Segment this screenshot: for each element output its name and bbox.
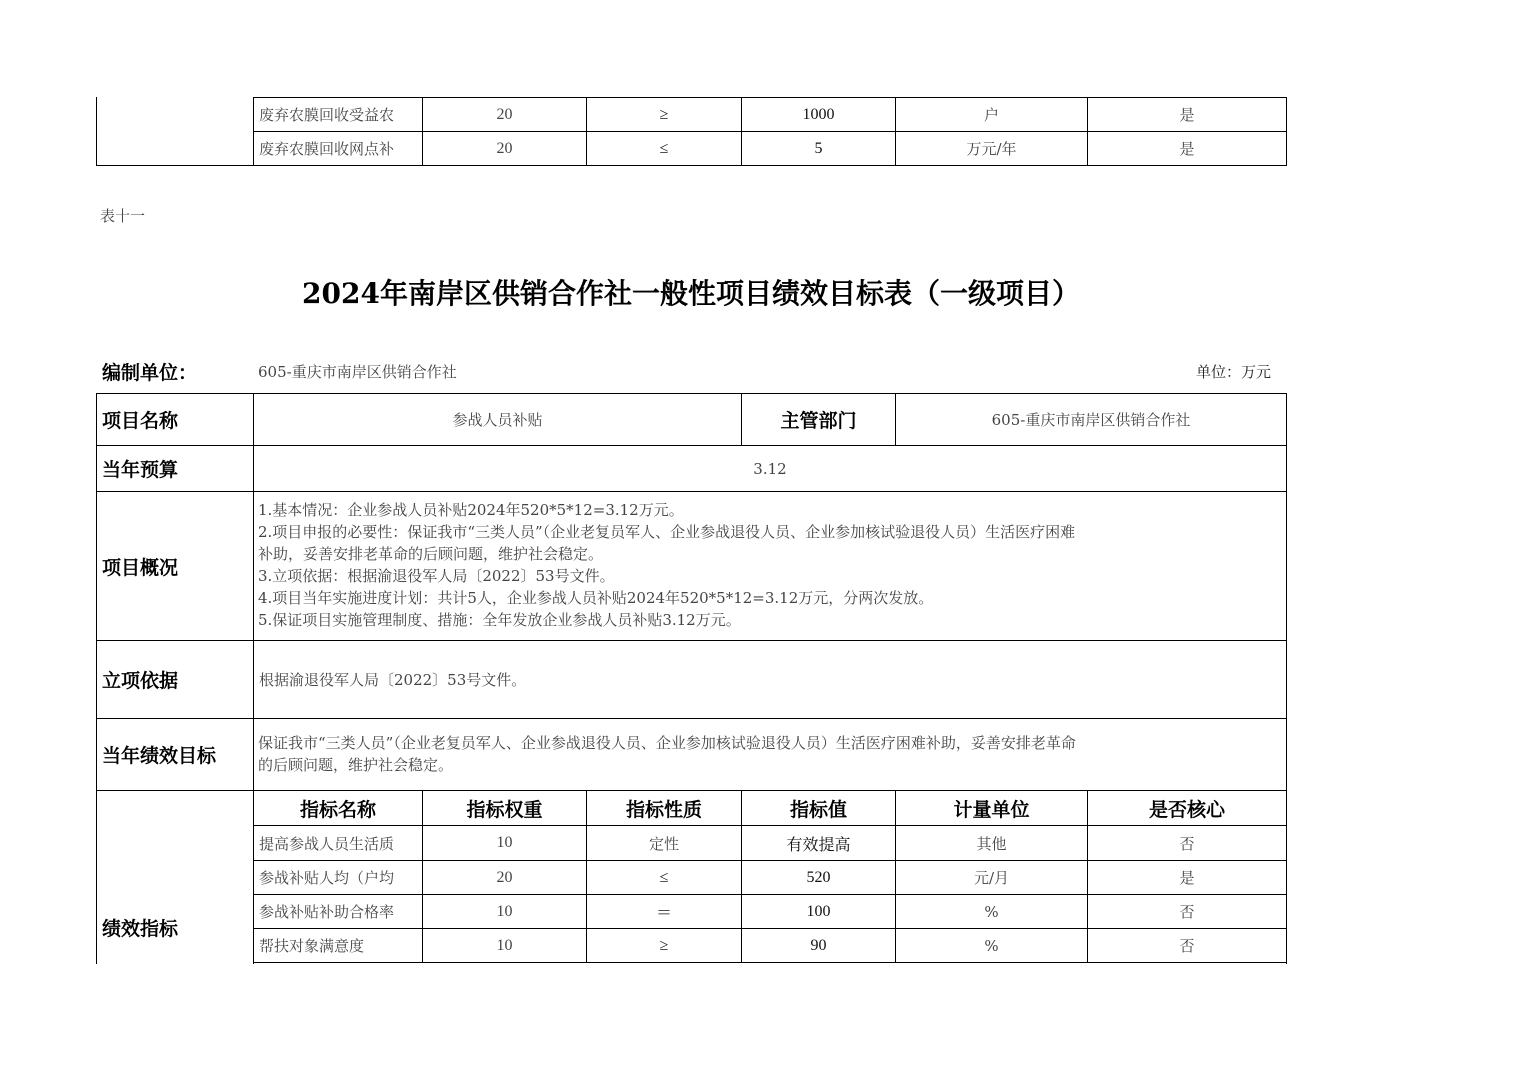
overview-line: 2.项目申报的必要性：保证我市“三类人员”（企业老复员军人、企业参战退役人员、企业参加核试验退役人员）生活医疗困难 bbox=[258, 523, 1076, 541]
table-cell: 否 bbox=[1179, 834, 1195, 853]
project-name-value: 参战人员补贴 bbox=[452, 411, 543, 429]
column-header: 指标名称 bbox=[299, 798, 376, 821]
goal-line: 保证我市“三类人员”（企业老复员军人、企业参战退役人员、企业参加核试验退役人员）生活医疗困难补助，妥善安排老革命 bbox=[258, 734, 1076, 752]
column-header: 计量单位 bbox=[953, 798, 1030, 821]
table-cell: 户 bbox=[983, 106, 999, 124]
table-cell: 是 bbox=[1179, 869, 1195, 887]
table-cell: 提高参战人员生活质 bbox=[259, 834, 395, 853]
indicator-label: 绩效指标 bbox=[102, 918, 179, 940]
budget-value: 3.12 bbox=[753, 459, 787, 478]
table-cell: 否 bbox=[1179, 903, 1195, 921]
table-cell: ≥ bbox=[659, 105, 669, 123]
table-cell: ≤ bbox=[659, 868, 669, 886]
table-cell: ≤ bbox=[659, 139, 669, 157]
unit-label: 单位：万元 bbox=[1196, 363, 1272, 381]
overview-text bbox=[258, 499, 1284, 631]
dept-value: 605-重庆市南岸区供销合作社 bbox=[991, 411, 1191, 429]
dept-label: 主管部门 bbox=[780, 410, 857, 432]
goal-text bbox=[258, 732, 1284, 776]
overview-line: 5.保证项目实施管理制度、措施：全年发放企业参战人员补贴3.12万元。 bbox=[258, 611, 741, 629]
table-label: 表十一 bbox=[100, 207, 146, 225]
column-header: 是否核心 bbox=[1148, 798, 1225, 821]
table-cell: 万元/年 bbox=[966, 140, 1017, 158]
table-cell: 1000 bbox=[802, 105, 835, 123]
budget-label: 当年预算 bbox=[102, 459, 179, 481]
goal-line: 的后顾问题，维护社会稳定。 bbox=[258, 756, 454, 774]
table-cell: 10 bbox=[496, 936, 513, 954]
table-cell: 520 bbox=[806, 868, 831, 886]
goal-label: 当年绩效目标 bbox=[102, 745, 217, 767]
table-cell: 元/月 bbox=[973, 869, 1010, 887]
table-cell: 参战补贴补助合格率 bbox=[259, 903, 395, 921]
table-cell: 10 bbox=[496, 834, 513, 851]
table-cell: 否 bbox=[1179, 937, 1195, 955]
column-header: 指标值 bbox=[789, 798, 847, 821]
table-cell: 20 bbox=[496, 139, 513, 157]
table-cell: % bbox=[984, 902, 999, 921]
table-cell: 是 bbox=[1179, 106, 1195, 124]
org-value: 605-重庆市南岸区供销合作社 bbox=[258, 363, 457, 381]
table-cell: 是 bbox=[1179, 140, 1195, 158]
table-cell: 10 bbox=[496, 902, 513, 920]
table-cell: 20 bbox=[496, 868, 513, 886]
table-cell: 90 bbox=[810, 936, 827, 954]
table-cell: ＝ bbox=[655, 905, 672, 922]
column-header: 指标性质 bbox=[625, 798, 702, 821]
page-title: 2024年南岸区供销合作社一般性项目绩效目标表（一级项目） bbox=[302, 277, 1080, 310]
table-cell: 参战补贴人均（户均 bbox=[259, 869, 395, 887]
overview-line: 补助，妥善安排老革命的后顾问题，维护社会稳定。 bbox=[258, 545, 604, 563]
table-cell: 废弃农膜回收网点补 bbox=[259, 140, 395, 158]
project-name-label: 项目名称 bbox=[102, 410, 179, 432]
table-cell: 20 bbox=[496, 105, 513, 123]
table-cell: % bbox=[984, 936, 999, 955]
basis-value: 根据渝退役军人局〔2022〕53号文件。 bbox=[259, 671, 527, 689]
column-header: 指标权重 bbox=[466, 798, 543, 821]
table-cell: 有效提高 bbox=[786, 834, 851, 854]
table-cell: 定性 bbox=[648, 834, 679, 853]
overview-line: 3.立项依据：根据渝退役军人局〔2022〕53号文件。 bbox=[258, 567, 615, 585]
overview-line: 4.项目当年实施进度计划：共计5人，企业参战人员补贴2024年520*5*12=3.12万元，分两次发放。 bbox=[258, 589, 934, 607]
table-cell: ≥ bbox=[659, 936, 669, 954]
table-cell: 100 bbox=[806, 902, 831, 920]
table-cell: 5 bbox=[814, 139, 823, 157]
basis-label: 立项依据 bbox=[102, 670, 179, 692]
table-cell: 帮扶对象满意度 bbox=[259, 937, 365, 955]
table-cell: 其他 bbox=[976, 834, 1007, 853]
table-cell: 废弃农膜回收受益农 bbox=[259, 106, 395, 124]
overview-label: 项目概况 bbox=[102, 556, 179, 579]
org-label: 编制单位： bbox=[102, 362, 198, 384]
overview-line: 1.基本情况：企业参战人员补贴2024年520*5*12=3.12万元。 bbox=[258, 501, 684, 519]
